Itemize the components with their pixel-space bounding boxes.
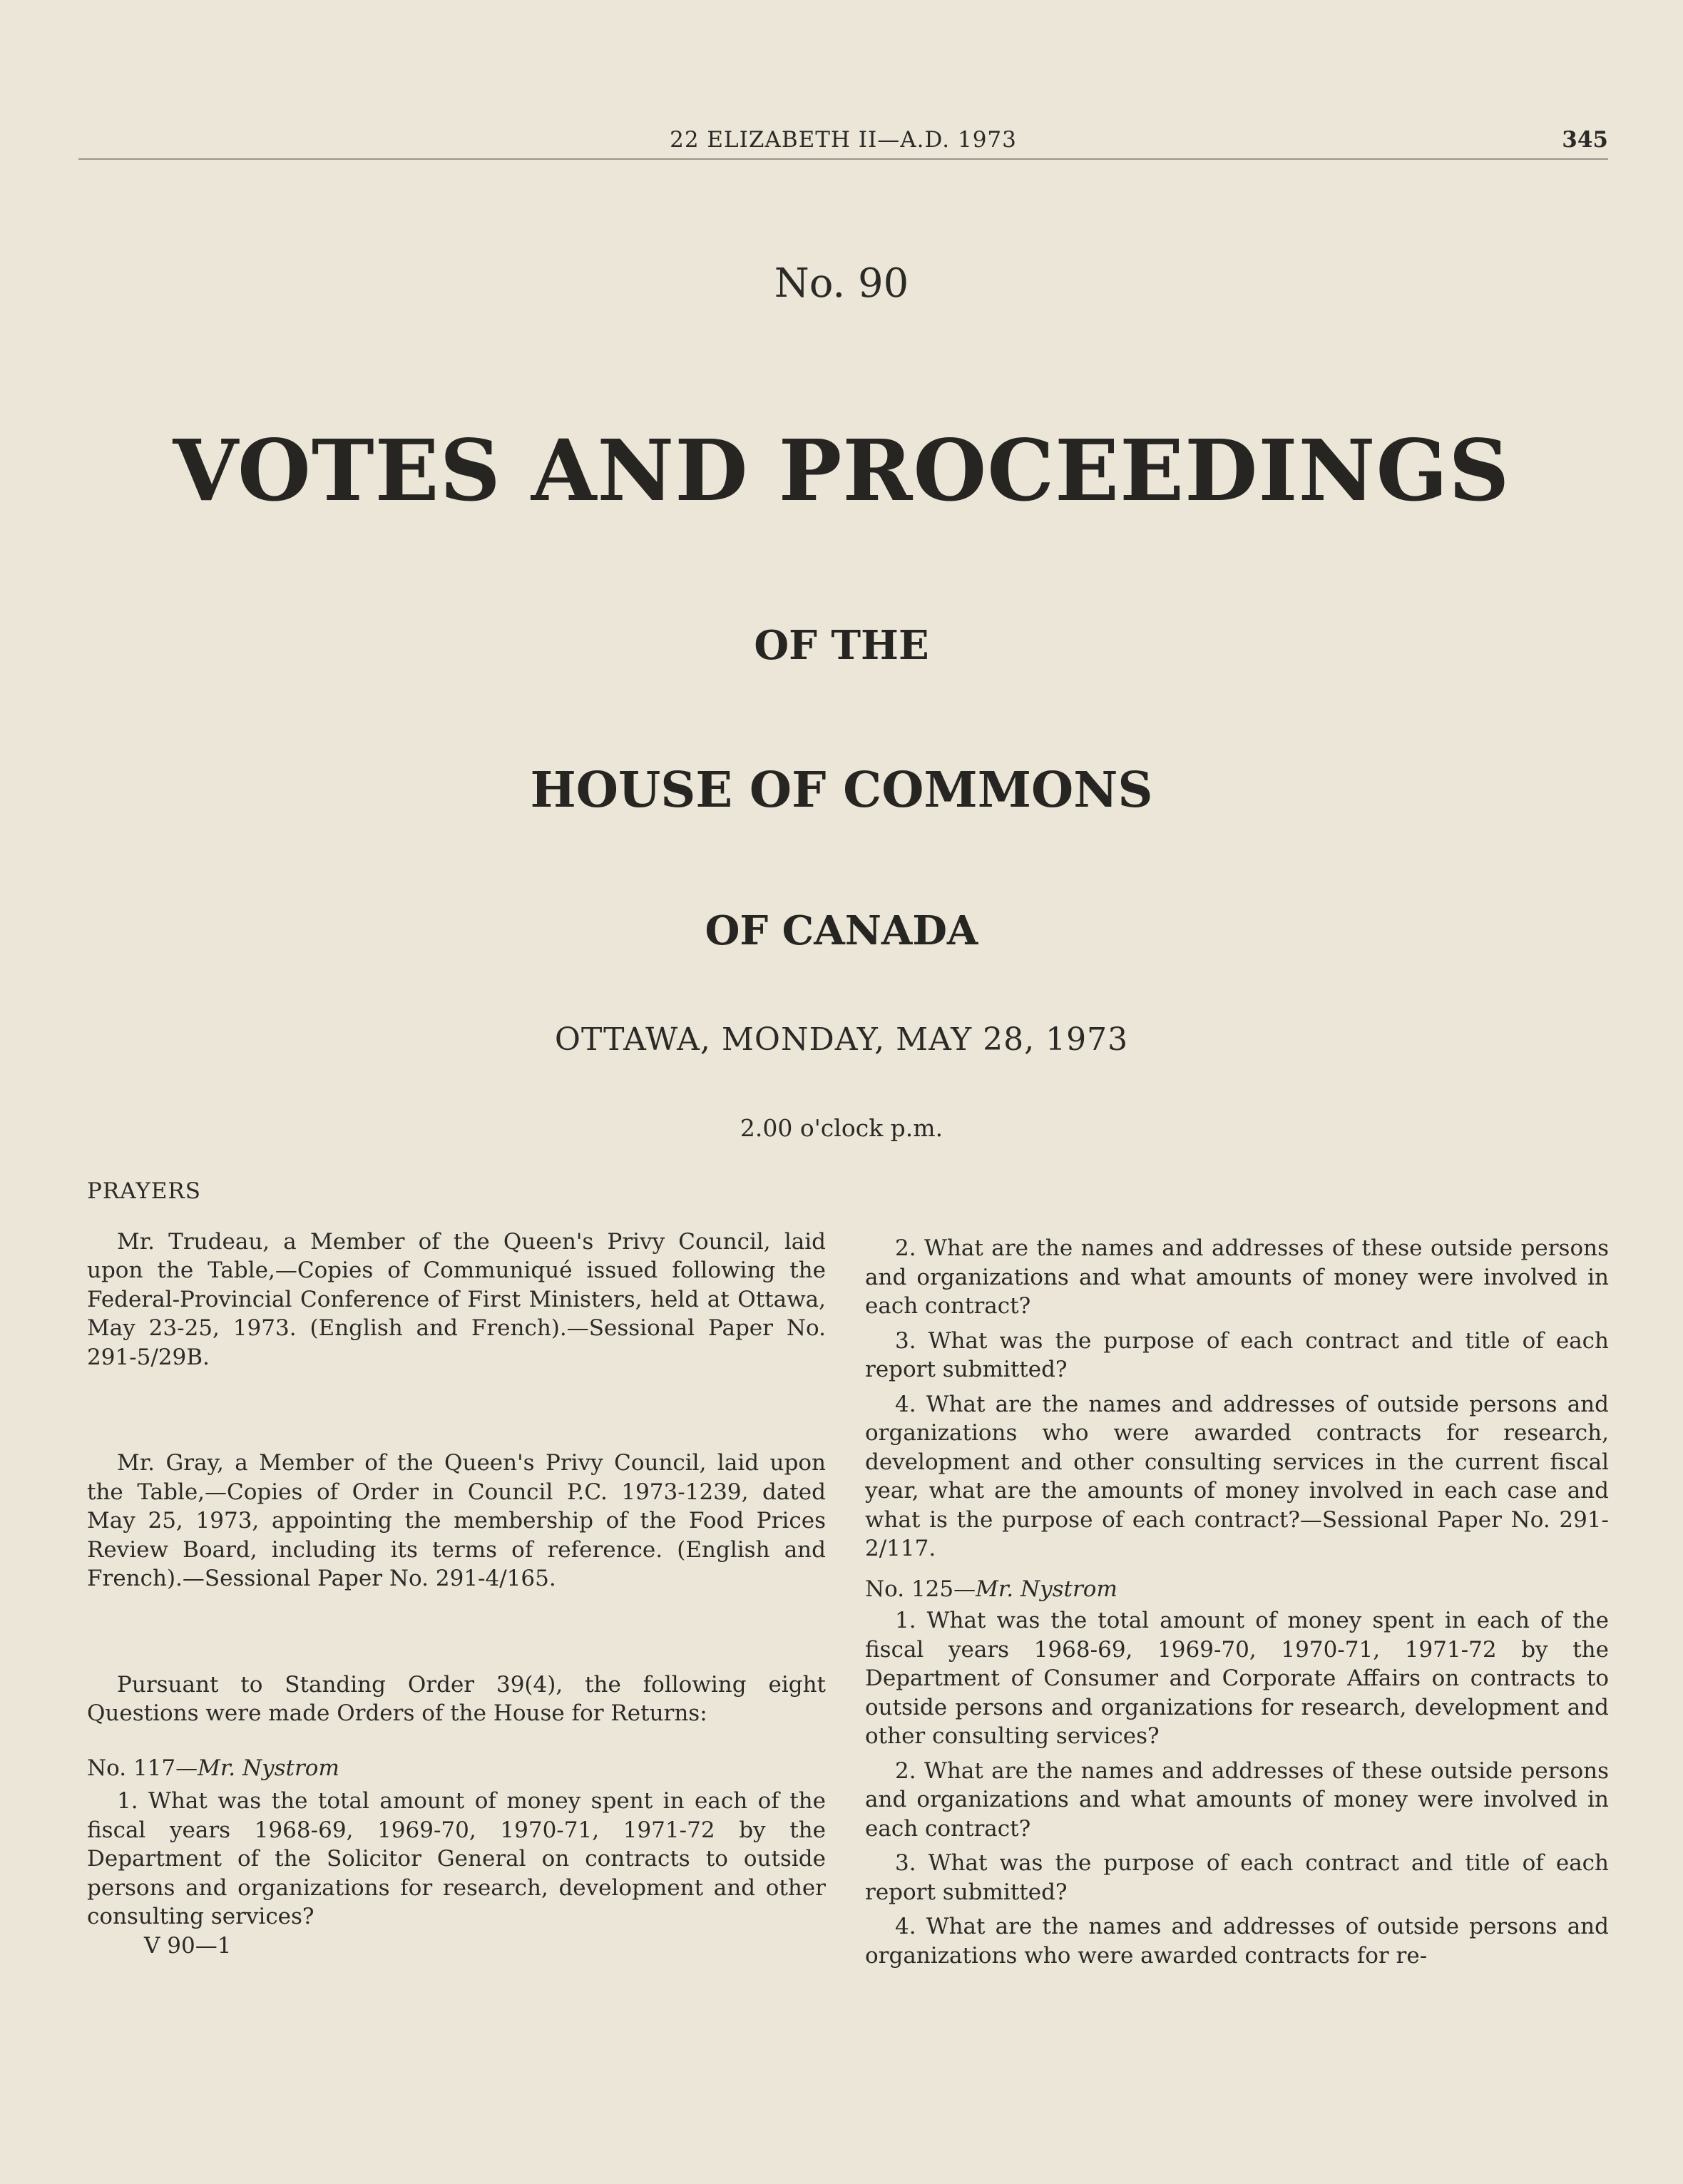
- title-of-canada: OF CANADA: [705, 907, 978, 954]
- issue-number: No. 90: [774, 260, 909, 307]
- sitting-time: 2.00 o'clock p.m.: [740, 1114, 943, 1142]
- question-125-item-3: 3. What was the purpose of each contract and title of each report submitted?: [865, 1850, 1609, 1905]
- folio-mark: V 90—1: [144, 1932, 232, 1959]
- question-125-item-4: 4. What are the names and addresses of outside persons and organizations who were awarded contracts for re-: [865, 1914, 1609, 1969]
- question-117-item-3: 3. What was the purpose of each contract and title of each report submitted?: [865, 1327, 1609, 1382]
- dateline: OTTAWA, MONDAY, MAY 28, 1973: [554, 1021, 1129, 1058]
- title-of-the: OF THE: [754, 622, 929, 669]
- standing-order-paragraph: Pursuant to Standing Order 39(4), the following eight Questions were made Orders of the House for Returns:: [87, 1671, 826, 1726]
- question-125-item-1: 1. What was the total amount of money spent in each of the fiscal years 1968-69, 1969-70, 1970-71, 1971-72 by the Department of Consumer and Corporate Affairs on contracts to outside persons and organizations for research, development and other consulting services?: [865, 1608, 1609, 1749]
- question-number: No. 125—: [865, 1576, 976, 1602]
- question-117-item-2: 2. What are the names and addresses of these outside persons and organizations and what amounts of money were involved in each contract?: [865, 1235, 1609, 1319]
- gray-paragraph: Mr. Gray, a Member of the Queen's Privy Council, laid upon the Table,—Copies of Order in Council P.C. 1973-1239, dated May 25, 1973, appointing the membership of the Food Prices Review Board, including its terms of reference. (English and French).—Sessional Paper No. 291-4/165.: [87, 1450, 826, 1591]
- title-main: VOTES AND PROCEEDINGS: [173, 421, 1510, 520]
- question-member: Mr. Nystrom: [976, 1576, 1117, 1602]
- right-column: [865, 1234, 1609, 1970]
- question-125-item-2: 2. What are the names and addresses of these outside persons and organizations and what amounts of money were involved in each contract?: [865, 1757, 1609, 1842]
- question-number: No. 117—: [87, 1755, 198, 1781]
- question-125-heading: [865, 1575, 1609, 1604]
- running-head: [78, 127, 1608, 160]
- question-member: Mr. Nystrom: [198, 1755, 339, 1781]
- question-117-item-4: 4. What are the names and addresses of outside persons and organizations who were awarded contracts for research, development and other consulting services in the current fiscal year, what are the amounts of money involved in each case and what is the purpose of each contract?—Sessional Paper No. 291-2/117.: [865, 1391, 1609, 1561]
- prayers-heading: PRAYERS: [87, 1178, 202, 1204]
- question-117-item-1: 1. What was the total amount of money spent in each of the fiscal years 1968-69, 1969-70, 1970-71, 1971-72 by the Department of the Solicitor General on contracts to outside persons and organizations for research, development and other consulting services?: [87, 1788, 826, 1929]
- question-117-heading: [87, 1754, 826, 1783]
- page-number: 345: [1562, 127, 1608, 153]
- left-column: [87, 1177, 826, 1960]
- regnal-year: 22 ELIZABETH II—A.D. 1973: [670, 127, 1017, 153]
- title-house: HOUSE OF COMMONS: [530, 762, 1153, 819]
- trudeau-paragraph: Mr. Trudeau, a Member of the Queen's Privy Council, laid upon the Table,—Copies of Communiqué issued following the Federal-Provincial Conference of First Ministers, held at Ottawa, May 23-25, 1973. (English and French).—Sessional Paper No. 291-5/29B.: [87, 1228, 826, 1370]
